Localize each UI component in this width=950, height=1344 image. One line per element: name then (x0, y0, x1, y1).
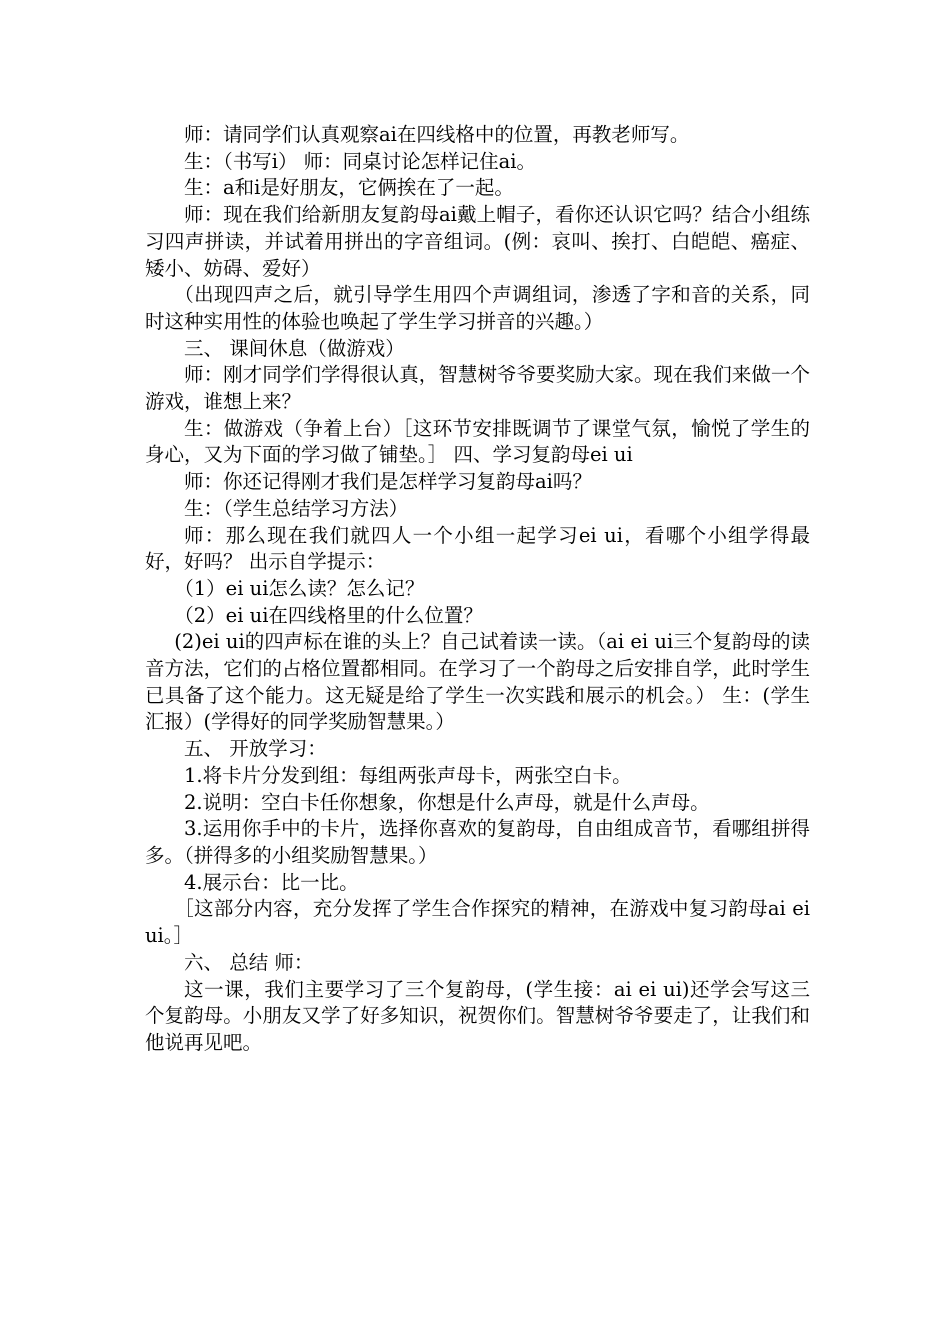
paragraph: 师：你还记得刚才我们是怎样学习复韵母ai吗？ (184, 470, 592, 494)
document-body (145, 122, 810, 1057)
paragraph: 师：现在我们给新朋友复韵母ai戴上帽子，看你还认识它吗？结合小组练习四声拼读，并试着用拼出的字音组词。(例：哀叫、挨打、白皑皑、癌症、矮小、妨碍、爱好） (145, 203, 810, 280)
paragraph: (2)ei ui的四声标在谁的头上？自己试着读一读。（ai ei ui三个复韵母的读音方法，它们的占格位置都相同。在学习了一个韵母之后安排自学，此时学生已具备了这个能力。这无疑是给了学生一次实践和展示的机会。） 生：(学生汇报）(学得好的同学奖励智慧果。） (145, 630, 810, 734)
paragraph: ［这部分内容，充分发挥了学生合作探究的精神，在游戏中复习韵母ai ei ui。］ (145, 897, 810, 948)
paragraph: 生：（学生总结学习方法） (184, 496, 409, 520)
paragraph: 这一课，我们主要学习了三个复韵母，(学生接：ai ei ui)还学会写这三个复韵母。小朋友又学了好多知识，祝贺你们。智慧树爷爷要走了，让我们和他说再见吧。 (145, 977, 810, 1054)
paragraph: （出现四声之后，就引导学生用四个声调组词，渗透了字和音的关系，同时这种实用性的体验也唤起了学生学习拼音的兴趣。） (145, 283, 810, 333)
list-item: （1）ei ui怎么读？怎么记？ (174, 576, 425, 600)
list-item: 1.将卡片分发到组：每组两张声母卡，两张空白卡。 (184, 763, 632, 787)
list-item: 4.展示台：比一比。 (184, 870, 359, 894)
paragraph: 生：做游戏（争着上台）［这环节安排既调节了课堂气氛，愉悦了学生的身心，又为下面的学习做了铺垫。］ 四、学习复韵母ei ui (145, 416, 810, 467)
section-heading: 五、 开放学习： (184, 737, 327, 761)
section-heading: 六、 总结 师： (184, 950, 314, 974)
paragraph: 师：刚才同学们学得很认真，智慧树爷爷要奖励大家。现在我们来做一个游戏，谁想上来？ (145, 363, 810, 414)
list-item: 3.运用你手中的卡片，选择你喜欢的复韵母，自由组成音节，看哪组拼得多。（拼得多的小组奖励智慧果。） (145, 817, 810, 867)
paragraph: 生：（书写i） 师：同桌讨论怎样记住ai。 (184, 149, 537, 173)
paragraph: 师：那么现在我们就四人一个小组一起学习ei ui，看哪个小组学得最好，好吗？ 出示自学提示： (145, 523, 810, 574)
paragraph: 师：请同学们认真观察ai在四线格中的位置，再教老师写。 (184, 123, 690, 146)
list-item: （2）ei ui在四线格里的什么位置？ (174, 603, 483, 627)
section-heading: 三、 课间休息（做游戏） (184, 336, 405, 360)
list-item: 2.说明：空白卡任你想象，你想是什么声母，就是什么声母。 (184, 790, 710, 814)
paragraph: 生：a和i是好朋友，它俩挨在了一起。 (184, 176, 514, 200)
